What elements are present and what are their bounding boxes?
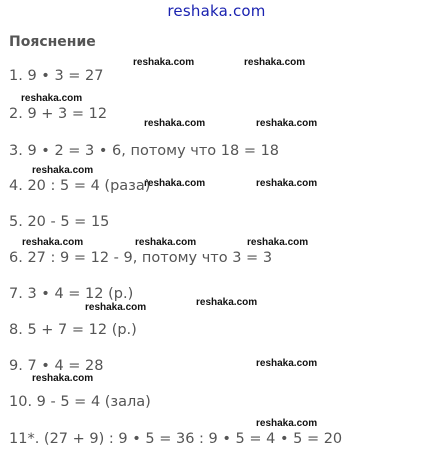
watermark: reshaka.com (256, 178, 318, 189)
watermark: reshaka.com (247, 237, 309, 248)
watermark: reshaka.com (135, 237, 197, 248)
watermark: reshaka.com (133, 57, 195, 68)
watermark: reshaka.com (32, 373, 94, 384)
site-header-link[interactable]: reshaka.com (167, 2, 266, 20)
watermark: reshaka.com (32, 165, 94, 176)
watermark: reshaka.com (144, 118, 206, 129)
watermark: reshaka.com (196, 297, 258, 308)
solution-line-11: 11*. (27 + 9) : 9 • 5 = 36 : 9 • 5 = 4 • 5 = 20 (9, 431, 343, 447)
watermark: reshaka.com (22, 237, 84, 248)
solution-line-7: 7. 3 • 4 = 12 (р.) (9, 286, 134, 302)
watermark: reshaka.com (244, 57, 306, 68)
watermark: reshaka.com (256, 418, 318, 429)
watermark: reshaka.com (256, 358, 318, 369)
solution-line-2: 2. 9 + 3 = 12 (9, 106, 108, 122)
explanation-heading: Пояснение (9, 34, 96, 50)
solution-line-5: 5. 20 - 5 = 15 (9, 214, 110, 230)
solution-line-1: 1. 9 • 3 = 27 (9, 68, 104, 84)
solution-line-8: 8. 5 + 7 = 12 (р.) (9, 322, 137, 338)
solution-line-4: 4. 20 : 5 = 4 (раза) (9, 178, 151, 194)
solution-line-9: 9. 7 • 4 = 28 (9, 358, 104, 374)
solution-line-10: 10. 9 - 5 = 4 (зала) (9, 394, 151, 410)
watermark: reshaka.com (144, 178, 206, 189)
watermark: reshaka.com (256, 118, 318, 129)
solution-line-6: 6. 27 : 9 = 12 - 9, потому что 3 = 3 (9, 250, 273, 266)
watermark: reshaka.com (21, 93, 83, 104)
watermark: reshaka.com (85, 302, 147, 313)
solution-line-3: 3. 9 • 2 = 3 • 6, потому что 18 = 18 (9, 143, 280, 159)
